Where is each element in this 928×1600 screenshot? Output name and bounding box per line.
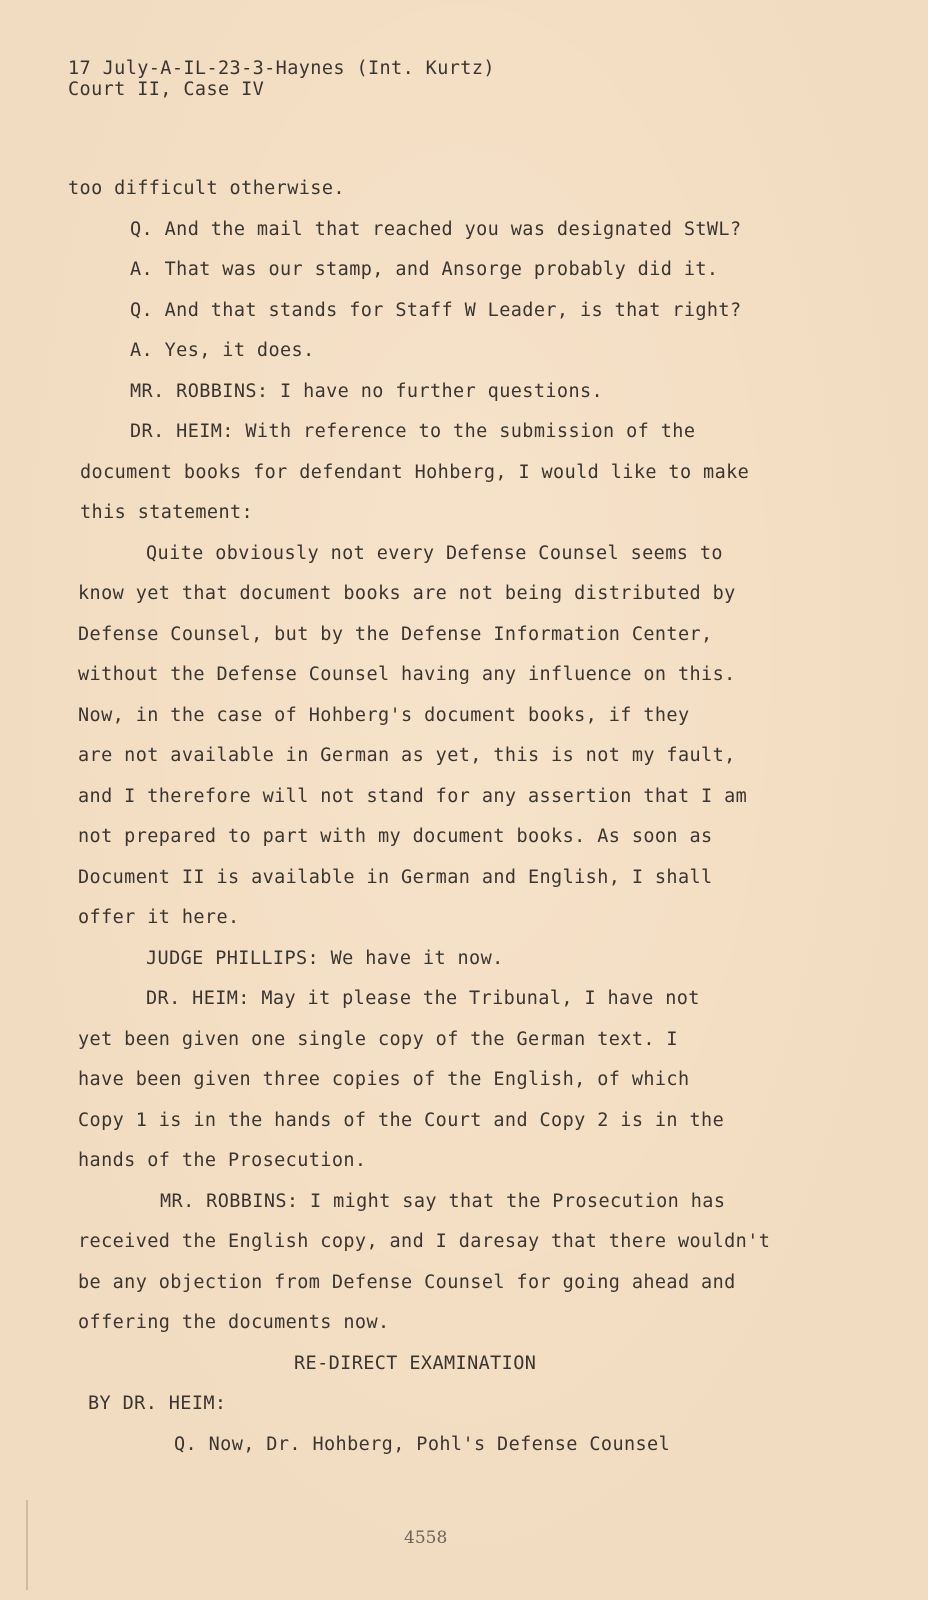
text-line: document books for defendant Hohberg, I would like to make [80,462,750,483]
page-number: 4558 [404,1528,448,1548]
section-heading: RE-DIRECT EXAMINATION [294,1353,537,1374]
text-line: and I therefore will not stand for any assertion that I am [78,786,748,807]
text-line: Now, in the case of Hohberg's document books, if they [78,705,690,726]
text-line: Q. Now, Dr. Hohberg, Pohl's Defense Counsel [174,1434,671,1455]
text-line: too difficult otherwise. [68,178,345,199]
header-line-1: 17 July-A-IL-23-3-Haynes (Int. Kurtz) [68,58,495,79]
text-line: MR. ROBBINS: I might say that the Prosecution has [160,1191,726,1212]
text-line: are not available in German as yet, this is not my fault, [78,745,736,766]
text-line: Quite obviously not every Defense Counsel seems to [146,543,723,564]
text-line: have been given three copies of the English, of which [78,1069,690,1090]
margin-mark [26,1500,28,1590]
text-line: offering the documents now. [78,1312,390,1333]
text-line: MR. ROBBINS: I have no further questions. [130,381,604,402]
text-line: know yet that document books are not being distributed by [78,583,736,604]
text-line: JUDGE PHILLIPS: We have it now. [146,948,504,969]
text-line: without the Defense Counsel having any influence on this. [78,664,736,685]
text-line: Defense Counsel, but by the Defense Information Center, [78,624,713,645]
text-line: Document II is available in German and English, I shall [78,867,713,888]
header-line-2: Court II, Case IV [68,79,265,100]
text-line: Q. And that stands for Staff W Leader, is that right? [130,300,742,321]
text-line: yet been given one single copy of the German text. I [78,1029,678,1050]
text-line: this statement: [80,502,254,523]
text-line: DR. HEIM: With reference to the submission of the [130,421,696,442]
text-line: received the English copy, and I daresay that there wouldn't [78,1231,771,1252]
text-line: Copy 1 is in the hands of the Court and Copy 2 is in the [78,1110,725,1131]
text-line: A. That was our stamp, and Ansorge probably did it. [130,259,719,280]
text-line: Q. And the mail that reached you was designated StWL? [130,219,742,240]
text-line: BY DR. HEIM: [88,1393,227,1414]
text-line: hands of the Prosecution. [78,1150,367,1171]
text-line: be any objection from Defense Counsel for going ahead and [78,1272,736,1293]
text-line: not prepared to part with my document books. As soon as [78,826,713,847]
text-line: offer it here. [78,907,240,928]
text-line: A. Yes, it does. [130,340,315,361]
text-line: DR. HEIM: May it please the Tribunal, I have not [146,988,700,1009]
